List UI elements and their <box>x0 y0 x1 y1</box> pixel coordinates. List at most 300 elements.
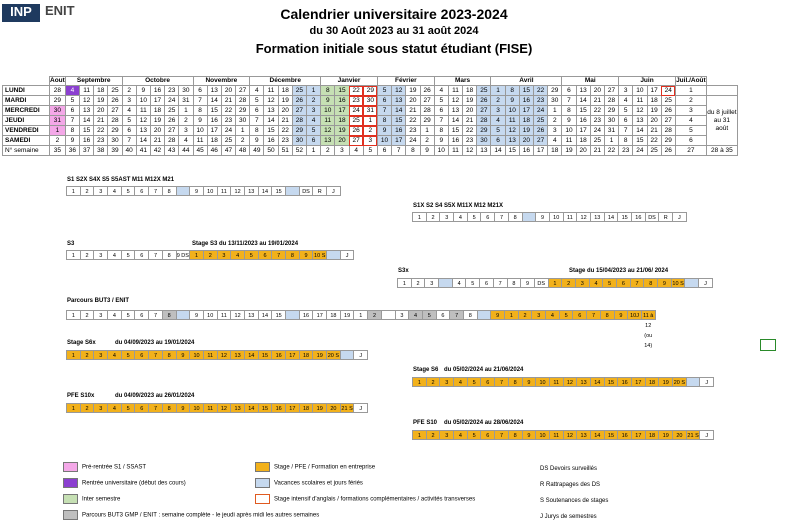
calendar-date: 13 <box>80 106 94 116</box>
schedule-cell: 9 <box>535 212 550 222</box>
schedule-cell: 7 <box>148 250 163 260</box>
week-number: 48 <box>236 146 250 156</box>
schedule-cell: 12 <box>230 186 245 196</box>
calendar-date: 26 <box>108 96 122 106</box>
calendar-date: 5 <box>434 96 448 106</box>
week-number: 37 <box>80 146 94 156</box>
calendar-date: 3 <box>363 136 377 146</box>
calendar-date: 20 <box>94 106 108 116</box>
schedule-cell: 3 <box>575 278 590 288</box>
month-header: Mars <box>434 77 491 86</box>
calendar-date: 19 <box>150 116 164 126</box>
page-title: Calendrier universitaire 2023-2024 <box>280 6 508 22</box>
schedule-cell: 14 <box>244 350 259 360</box>
calendar-date: 7 <box>250 116 264 126</box>
calendar-date: 19 <box>406 86 420 96</box>
calendar-date: 9 <box>562 116 576 126</box>
schedule-cell: 17 <box>312 310 327 320</box>
calendar-date: 27 <box>420 96 434 106</box>
week-number: 41 <box>136 146 150 156</box>
legend-item <box>255 494 475 504</box>
schedule-row-s1x <box>413 212 687 222</box>
calendar-date: 19 <box>335 126 349 136</box>
calendar-date: 6 <box>434 106 448 116</box>
schedule-cell: 8 <box>508 430 523 440</box>
calendar-date: 17 <box>335 106 349 116</box>
calendar-date: 16 <box>264 136 278 146</box>
schedule-cell: 16 <box>271 350 286 360</box>
calendar-date: 18 <box>647 96 661 106</box>
calendar-date: 11 <box>136 106 150 116</box>
schedule-cell: 11 <box>203 403 218 413</box>
calendar-date: 30 <box>604 116 618 126</box>
calendar-date: 25 <box>534 116 548 126</box>
schedule-cell: 3 <box>531 310 546 320</box>
calendar-date: 23 <box>349 96 363 106</box>
schedule-row-s3x <box>398 278 713 288</box>
schedule-cell: 8 <box>463 310 478 320</box>
calendar-date: 2 <box>675 96 706 106</box>
month-header: Novembre <box>193 77 250 86</box>
calendar-date: 16 <box>519 96 533 106</box>
calendar-date: 18 <box>150 106 164 116</box>
calendar-date: 3 <box>619 86 633 96</box>
schedule-cell: 4 <box>453 212 468 222</box>
schedule-cell: 3 <box>395 310 410 320</box>
schedule-cell: 5 <box>121 186 136 196</box>
calendar-date: 12 <box>264 96 278 106</box>
calendar-date: 10 <box>505 106 519 116</box>
calendar-date: 30 <box>50 106 66 116</box>
schedule-cell: 2 <box>561 278 576 288</box>
schedule-cell <box>176 186 191 196</box>
schedule-cell: 3 <box>217 250 232 260</box>
calendar-date: 13 <box>505 136 519 146</box>
calendar-date: 4 <box>619 96 633 106</box>
schedule-stage-s3: Stage S3 du 13/11/2023 au 19/01/2024 <box>192 241 299 247</box>
calendar-date: 24 <box>534 106 548 116</box>
calendar-date: 6 <box>675 136 706 146</box>
schedule-cell: 9 <box>657 278 672 288</box>
schedule-cell: 1 <box>397 278 412 288</box>
calendar-date: 3 <box>122 96 136 106</box>
calendar-date: 29 <box>420 116 434 126</box>
week-number: 38 <box>94 146 108 156</box>
calendar-date: 10 <box>377 136 391 146</box>
schedule-label-s3x: S3x <box>398 268 409 274</box>
calendar-date: 9 <box>250 136 264 146</box>
calendar-date: 8 <box>619 136 633 146</box>
week-number: 24 <box>633 146 647 156</box>
week-number: 1 <box>307 146 321 156</box>
calendar-date: 9 <box>321 96 335 106</box>
schedule-cell: 13 <box>230 403 245 413</box>
calendar-date: 10 <box>136 96 150 106</box>
calendar-date: 20 <box>463 106 477 116</box>
schedule-cell: 9 <box>522 430 537 440</box>
schedule-cell: 7 <box>449 310 464 320</box>
schedule-label-s3: S3 <box>67 241 75 247</box>
calendar-date: 23 <box>534 96 548 106</box>
calendar-date: 20 <box>278 106 292 116</box>
week-number: 21 <box>590 146 604 156</box>
legend-swatch <box>255 494 270 504</box>
schedule-cell: 4 <box>453 430 468 440</box>
calendar-date: 13 <box>264 106 278 116</box>
calendar-date: 2 <box>491 96 505 106</box>
calendar-date: 20 <box>647 116 661 126</box>
schedule-cell: 8 <box>162 310 177 320</box>
calendar-date: 3 <box>548 126 562 136</box>
schedule-cell: 1 <box>548 278 563 288</box>
calendar-date: 25 <box>221 136 235 146</box>
calendar-date: 13 <box>321 136 335 146</box>
calendar-date: 25 <box>661 96 675 106</box>
day-label: JEUDI <box>3 116 50 126</box>
schedule-cell: 13 <box>244 310 259 320</box>
calendar-date: 12 <box>448 96 462 106</box>
legend-label: Pré-rentrée S1 / SSAST <box>82 464 147 471</box>
schedule-cell: 3 <box>439 377 454 387</box>
week-number: 5 <box>363 146 377 156</box>
schedule-row-s3 <box>67 250 354 260</box>
schedule-cell: 9 <box>189 186 204 196</box>
calendar-date: 21 <box>94 116 108 126</box>
schedule-cell: 13 <box>576 430 591 440</box>
schedule-cell: 1 <box>504 310 519 320</box>
calendar-date: 4 <box>179 136 193 146</box>
calendar-date: 5 <box>377 86 391 96</box>
calendar-date: 5 <box>307 126 321 136</box>
schedule-cell: 6 <box>134 186 149 196</box>
calendar-date: 6 <box>619 116 633 126</box>
schedule-cell: 12 <box>217 350 232 360</box>
calendar-date: 29 <box>477 126 491 136</box>
schedule-cell: 1 <box>66 310 81 320</box>
calendar-date: 15 <box>264 126 278 136</box>
calendar-date: 27 <box>534 136 548 146</box>
schedule-cell: 18 <box>299 350 314 360</box>
schedule-cell: 19 <box>340 310 355 320</box>
schedule-cell: 1 <box>412 430 427 440</box>
month-header: Aout <box>50 77 65 84</box>
calendar-date: 7 <box>619 126 633 136</box>
week-number: 2 <box>321 146 335 156</box>
week-number: 36 <box>65 146 79 156</box>
calendar-date: 5 <box>491 126 505 136</box>
schedule-cell: 9 <box>490 310 505 320</box>
calendar-date: 18 <box>94 86 108 96</box>
schedule-cell: 2 <box>367 310 382 320</box>
schedule-cell: 14 <box>258 186 273 196</box>
calendar-date: 6 <box>250 106 264 116</box>
schedule-cell: 8 <box>162 186 177 196</box>
calendar-date: 9 <box>193 116 207 126</box>
calendar-date: 11 <box>633 96 647 106</box>
calendar-date: 6 <box>65 106 79 116</box>
day-label: N° semaine <box>3 146 50 156</box>
schedule-cell: 14 <box>258 310 273 320</box>
legend-label: Stage intensif d'anglais / formations complémentaires / activités transverses <box>274 496 476 503</box>
day-label: MARDI <box>3 96 50 106</box>
calendar-date: 9 <box>65 136 79 146</box>
schedule-cell: 10 <box>549 212 564 222</box>
calendar-date: 24 <box>165 96 179 106</box>
calendar-date: 10 <box>321 106 335 116</box>
schedule-cell: 8 <box>162 403 177 413</box>
calendar-date: 11 <box>264 86 278 96</box>
week-number: 47 <box>221 146 235 156</box>
day-label: VENDREDI <box>3 126 50 136</box>
calendar-date: 19 <box>278 96 292 106</box>
enit-logo-text: ENIT <box>45 3 75 18</box>
schedule-cell: 15 <box>271 186 286 196</box>
calendar-date: 22 <box>278 126 292 136</box>
calendar-date: 13 <box>207 86 221 96</box>
schedule-cell: 10 S <box>312 250 327 260</box>
day-label: SAMEDI <box>3 136 50 146</box>
calendar-date: 30 <box>548 96 562 106</box>
calendar-date: 26 <box>534 126 548 136</box>
schedule-cell: 6 <box>616 278 631 288</box>
schedule-cell: 2 <box>80 403 95 413</box>
schedule-cell: 3 <box>93 350 108 360</box>
schedule-cell: 6 <box>480 377 495 387</box>
calendar-date: 21 <box>406 106 420 116</box>
schedule-period-s6: du 05/02/2024 au 21/06/2024 <box>444 367 524 373</box>
legend-swatch <box>63 510 78 520</box>
legend-label: Vacances scolaires et jours fériés <box>274 480 363 487</box>
week-number: 9 <box>420 146 434 156</box>
schedule-cell: 10 <box>203 310 218 320</box>
calendar-date: 3 <box>491 106 505 116</box>
schedule-label-s1x: S1X S2 S4 S5X M11X M12 M21X <box>413 203 504 209</box>
calendar-date: 27 <box>236 86 250 96</box>
month-header: Janvier <box>321 77 378 86</box>
schedule-cell: 1 <box>412 377 427 387</box>
week-number: 16 <box>519 146 533 156</box>
calendar-date: 4 <box>122 106 136 116</box>
day-label: MERCREDI <box>3 106 50 116</box>
calendar-date: 22 <box>221 106 235 116</box>
calendar-date: 30 <box>292 136 306 146</box>
schedule-cell: 11 <box>549 377 564 387</box>
schedule-cell: 17 <box>631 430 646 440</box>
schedule-cell: 11 <box>563 212 578 222</box>
schedule-cell: 8 <box>162 350 177 360</box>
week-number: 40 <box>122 146 136 156</box>
schedule-cell: 10 <box>535 377 550 387</box>
schedule-label-s1: S1 S2X S4X S5 S5AST M11 M12X M21 <box>67 177 175 183</box>
calendar-date: 29 <box>108 126 122 136</box>
schedule-cell: 9 DS <box>176 250 191 260</box>
week-number: 17 <box>534 146 548 156</box>
calendar-date: 5 <box>619 106 633 116</box>
schedule-cell: 10 <box>189 403 204 413</box>
month-header: Mai <box>562 77 619 86</box>
week-number: 22 <box>604 146 618 156</box>
calendar-date: 1 <box>675 86 706 96</box>
calendar-date: 8 <box>562 106 576 116</box>
schedule-cell: 15 <box>604 377 619 387</box>
calendar-date: 28 <box>108 116 122 126</box>
schedule-cell: 3 <box>93 310 108 320</box>
calendar-date: 17 <box>576 126 590 136</box>
week-number: 46 <box>207 146 221 156</box>
calendar-date: 27 <box>604 86 618 96</box>
calendar-date: 11 <box>321 116 335 126</box>
week-number: 10 <box>434 146 448 156</box>
schedule-period-s10x: du 04/09/2023 au 26/01/2024 <box>115 393 195 399</box>
schedule-cell: 2 <box>426 377 441 387</box>
schedule-label-but3: Parcours BUT3 / ENIT <box>67 298 130 304</box>
calendar-date: 19 <box>519 126 533 136</box>
calendar-date: 1 <box>491 86 505 96</box>
calendar-date: 16 <box>448 136 462 146</box>
schedule-row-s6x <box>67 350 368 360</box>
week-number: 42 <box>150 146 164 156</box>
calendar-date: 30 <box>179 86 193 96</box>
schedule-cell: 10 S <box>671 278 686 288</box>
schedule-cell: 10J <box>627 310 642 320</box>
week-number: 3 <box>335 146 349 156</box>
calendar-date: 4 <box>548 136 562 146</box>
calendar-date: 30 <box>477 136 491 146</box>
schedule-cell: 14 <box>590 377 605 387</box>
calendar-date: 15 <box>448 126 462 136</box>
calendar-date: 29 <box>292 126 306 136</box>
schedule-cell: 2 <box>518 310 533 320</box>
schedule-cell: 3 <box>93 403 108 413</box>
schedule-cell: 4 <box>545 310 560 320</box>
month-header: Octobre <box>122 77 193 86</box>
calendar-date: 24 <box>221 126 235 136</box>
calendar-date: 26 <box>420 86 434 96</box>
week-number: 20 <box>576 146 590 156</box>
week-range: 28 à 35 <box>706 146 737 156</box>
calendar-date: 18 <box>519 116 533 126</box>
schedule-cell: 5 <box>244 250 259 260</box>
legend-label: Rentrée universitaire (début des cours) <box>82 480 186 487</box>
legend-swatch <box>63 462 78 472</box>
calendar-date: 19 <box>647 106 661 116</box>
calendar-date: 7 <box>434 116 448 126</box>
calendar-date: 8 <box>434 126 448 136</box>
calendar-date: 1 <box>548 106 562 116</box>
calendar-date: 28 <box>604 96 618 106</box>
calendar-date: 10 <box>562 126 576 136</box>
schedule-cell: 4 <box>408 310 423 320</box>
schedule-cell: 4 <box>453 377 468 387</box>
legend-item <box>63 478 186 488</box>
schedule-cell: 2 <box>426 430 441 440</box>
schedule-cell: 5 <box>467 430 482 440</box>
schedule-cell: 7 <box>148 403 163 413</box>
schedule-cell: 3 <box>93 186 108 196</box>
calendar-date: 17 <box>519 106 533 116</box>
schedule-cell: 20 <box>326 403 341 413</box>
calendar-date: 16 <box>207 116 221 126</box>
schedule-cell: 18 <box>645 377 660 387</box>
schedule-cell: 7 <box>494 377 509 387</box>
schedule-cell: 5 <box>121 250 136 260</box>
calendar-date: 3 <box>179 126 193 136</box>
schedule-cell <box>381 310 396 320</box>
legend-swatch <box>63 478 78 488</box>
schedule-cell: DS <box>299 186 314 196</box>
schedule-cell: DS <box>645 212 660 222</box>
schedule-cell: 4 <box>589 278 604 288</box>
calendar-date: 29 <box>604 106 618 116</box>
calendar-date: 28 <box>477 116 491 126</box>
calendar-date: 2 <box>50 136 66 146</box>
calendar-date: 23 <box>590 116 604 126</box>
day-label: LUNDI <box>3 86 50 96</box>
schedule-cell: 12 <box>563 430 578 440</box>
calendar-date: 13 <box>136 126 150 136</box>
schedule-cell: 2 <box>80 310 95 320</box>
week-number: 43 <box>165 146 179 156</box>
schedule-row-s1 <box>67 186 341 196</box>
calendar-date: 16 <box>335 96 349 106</box>
calendar-date: 17 <box>207 126 221 136</box>
calendar-date: 8 <box>505 86 519 96</box>
schedule-cell: 20 <box>672 430 687 440</box>
schedule-cell: 3 <box>439 212 454 222</box>
calendar-date: 2 <box>307 96 321 106</box>
inp-logo-text: INP <box>10 4 32 19</box>
calendar-date: 14 <box>207 96 221 106</box>
calendar-date: 19 <box>463 96 477 106</box>
calendar-date: 20 <box>590 86 604 96</box>
schedule-cell: 9 <box>176 350 191 360</box>
legend-label: Inter semestre <box>82 496 121 503</box>
calendar-date: 22 <box>349 86 363 96</box>
calendar-date: 4 <box>434 86 448 96</box>
calendar-date: 9 <box>377 126 391 136</box>
schedule-cell: 7 <box>586 310 601 320</box>
calendar-date: 28 <box>292 116 306 126</box>
calendar-date: 2 <box>548 116 562 126</box>
schedule-cell: 6 <box>480 212 495 222</box>
schedule-cell <box>477 310 492 320</box>
summer-note: du 8 juillet au 31 août <box>706 96 737 146</box>
calendar-date: 12 <box>136 116 150 126</box>
schedule-cell: 11 <box>217 186 232 196</box>
schedule-cell <box>522 212 537 222</box>
calendar-date: 8 <box>321 86 335 96</box>
calendar-date: 18 <box>576 136 590 146</box>
schedule-cell: 2 <box>203 250 218 260</box>
legend-item <box>63 462 146 472</box>
calendar-date: 30 <box>236 116 250 126</box>
week-number: 18 <box>548 146 562 156</box>
calendar-date: 25 <box>477 86 491 96</box>
schedule-cell: 11 <box>549 430 564 440</box>
calendar-date: 2 <box>420 136 434 146</box>
schedule-cell: 19 <box>658 377 673 387</box>
calendar-date: 15 <box>519 86 533 96</box>
week-number: 51 <box>278 146 292 156</box>
month-header: Décembre <box>250 77 321 86</box>
schedule-cell: 4 <box>107 186 122 196</box>
calendar-date: 12 <box>321 126 335 136</box>
schedule-cell: 1 <box>353 310 368 320</box>
calendar-date: 28 <box>661 126 675 136</box>
calendar-date: 6 <box>193 86 207 96</box>
schedule-cell: 15 <box>604 430 619 440</box>
schedule-cell: J <box>340 250 355 260</box>
